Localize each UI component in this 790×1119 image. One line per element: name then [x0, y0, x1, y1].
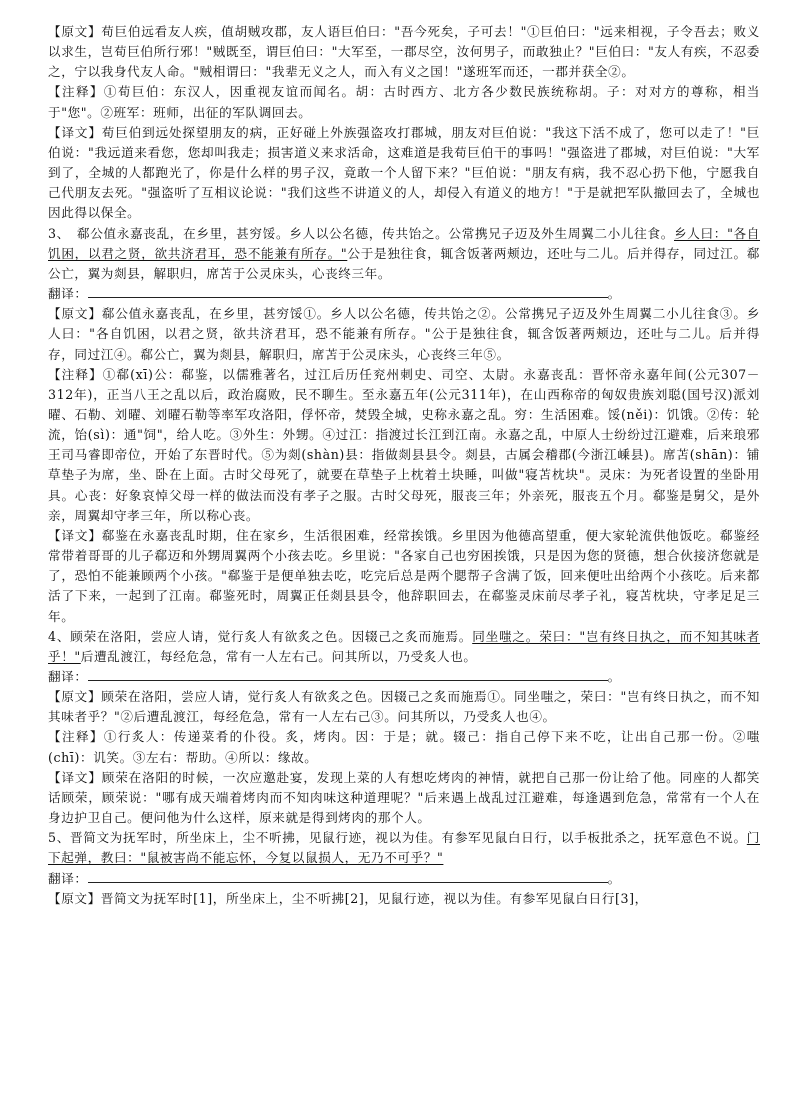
- question-4-prefix: 4、顾荣在洛阳，尝应人请，觉行炙人有欲炙之色。因辍己之炙而施焉。: [48, 628, 473, 644]
- translate-label: 翻译：: [48, 669, 88, 684]
- question-3-suffix: 公于是独往食，辄含饭著两颊边，还吐与二儿。后并得存，同过江。郗公亡，翼为剡县，解职归，席苫于公灵床头，心丧终三年。: [48, 245, 761, 281]
- q4-translation-paragraph: 【译文】顾荣在洛阳的时候，一次应邀赴宴，发现上菜的人有想吃烤肉的神情，就把自己那一份让给了他。同座的人都笑话顾荣，顾荣说："哪有成天端着烤肉而不知肉味这种道理呢？"后来遇上战乱过江避难，每逢遇到危急，常常有一个人在身边护卫自己。便问他为什么这样，原来就是得到烤肉的那个人。: [48, 769, 760, 826]
- question-4-translate-line: 翻译： 。: [48, 669, 621, 684]
- question-4-underlined-sentence: 同坐嗤之。荣曰："岂有终日执之，而不知其味者乎！": [48, 628, 760, 664]
- q3-notes-paragraph: 【注释】①郗(xī)公：郗鉴，以儒雅著名，过江后历任兖州刺史、司空、太尉。永嘉丧乱：晋怀帝永嘉年间(公元307－312年)，正当八王之乱以后，政治腐败，民不聊生。至永嘉五年(公元311年)，在山西称帝的匈奴贵族刘聪(国号汉)派刘曜、石勒、刘曜、刘曜石勒等率军攻洛阳，俘怀帝，焚毁全城，史称永嘉之乱。穷：生活困难。馁(něi)：饥饿。②传：轮流，饴(sì)：通"饲"，给人吃。③外生：外甥。④过江：指渡过长江到江南。永嘉之乱，中原人士纷纷过江避难，后来琅邪王司马睿即帝位，开始了东晋时代。⑤为剡(shàn)县：指做剡县县令。剡县，古属会稽郡(今浙江嵊县)。席苫(shān)：铺草垫子为席，坐、卧在上面。古时父母死了，就要在草垫子上枕着土块睡，叫做"寝苫枕块"。灵床：为死者设置的坐卧用具。心丧：好象哀悼父母一样的做法而没有孝子之服。古时父母死，服丧三年；外亲死，服丧五个月。郗鉴是舅父，是外亲，周翼却守孝三年，所以称心丧。: [48, 366, 760, 523]
- question-3-prefix: 3、 郗公值永嘉丧乱，在乡里，甚穷馁。乡人以公名德，传共饴之。公常携兄子迈及外生周翼二小儿往食。: [48, 225, 674, 241]
- question-5: [48, 828, 760, 868]
- q5-original-paragraph: 【原文】晋简文为抚军时[1]，所坐床上，尘不听拂[2]，见鼠行迹，视以为佳。有参军见鼠白日行[3]，: [48, 890, 648, 906]
- q4-original-paragraph: 【原文】顾荣在洛阳，尝应人请，觉行炙人有欲炙之色。因辍己之炙而施焉①。同坐嗤之，荣曰："岂有终日执之，而不知其味者乎？"②后遭乱渡江，每经危急，常有一人左右己③。问其所以，乃受炙人也④。: [48, 689, 760, 725]
- answer-blank[interactable]: [88, 284, 608, 298]
- p1-translation-paragraph: 【译文】荀巨伯到远处探望朋友的病，正好碰上外族强盗攻打郡城，朋友对巨伯说："我这下活不成了，您可以走了！"巨伯说："我远道来看您，您却叫我走；损害道义来求活命，这难道是我荀巨伯干的事吗！"强盗进了郡城，对巨伯说："大军到了，全城的人都跑光了，你是什么样的男子汉，竟敢一个人留下来？"巨伯说："朋友有病，我不忍心扔下他，宁愿我自己代朋友去死。"强盗听了互相议论说："我们这些不讲道义的人，却侵入有道义的地方！"于是就把军队撤回去了，全城也因此得以保全。: [48, 124, 760, 221]
- answer-blank[interactable]: [88, 869, 608, 883]
- translate-label: 翻译：: [48, 286, 88, 302]
- question-4-suffix: 后遭乱渡江，每经危急，常有一人左右己。问其所以，乃受炙人也。: [80, 648, 477, 664]
- translate-label: 翻译：: [48, 870, 88, 886]
- q4-notes-paragraph: 【注释】①行炙人：传递菜肴的仆役。炙，烤肉。因：于是；就。辍己：指自己停下来不吃，让出自己那一份。②嗤(chī)：讥笑。③左右：帮助。④所以：缘故。: [48, 729, 760, 765]
- question-4: [48, 627, 760, 667]
- answer-blank[interactable]: [88, 667, 608, 681]
- question-5-translate-line: 翻译： 。: [48, 870, 621, 886]
- p1-original-paragraph: 【原文】荀巨伯远看友人疾，值胡贼攻郡，友人语巨伯曰："吾今死矣，子可去！"①巨伯曰："远来相视，子令吾去；败义以求生，岂荀巨伯所行邪！"贼既至，谓巨伯曰："大军至，一郡尽空，汝何男子，而敢独止？"巨伯曰："友人有疾，不忍委之，宁以我身代友人命。"贼相谓曰："我辈无义之人，而入有义之国！"遂班军而还，一郡并获全②。: [48, 24, 760, 80]
- q3-original-paragraph: 【原文】郗公值永嘉丧乱，在乡里，甚穷馁①。乡人以公名德，传共饴之②。公常携兄子迈及外生周翼二小儿往食③。乡人曰："各自饥困，以君之贤，欲共济君耳，恐不能兼有所存。"公于是独往食，辄含饭著两颊边，还吐与二儿。后并得存，同过江④。郗公亡，翼为剡县，解职归，席苫于公灵床头，心丧终三年⑤。: [48, 306, 760, 362]
- question-3-underlined-sentence: 乡人曰："各自饥困，以君之贤，欲共济君耳，恐不能兼有所存。": [48, 225, 761, 261]
- question-3: [48, 224, 760, 284]
- question-5-prefix: 5、晋简文为抚军时，所坐床上，尘不听拂，见鼠行迹，视以为佳。有参军见鼠白日行，以手板批杀之，抚军意色不说。: [48, 830, 747, 846]
- question-3-translate-line: 翻译： 。: [48, 286, 621, 302]
- q3-translation-paragraph: 【译文】郗鉴在永嘉丧乱时期，住在家乡，生活很困难，经常挨饿。乡里因为他德高望重，便大家轮流供他饭吃。郗鉴经常带着哥哥的儿子郗迈和外甥周翼两个小孩去吃。乡里说："各家自己也穷困挨饿，只是因为您的贤德，想合伙接济您就是了，恐怕不能兼顾两个小孩。"郗鉴于是便单独去吃，吃完后总是两个腮帮子含满了饭，回来便吐出给两个小孩吃。后来都活了下来，一起到了江南。郗鉴死时，周翼正任剡县县令，他辞职回去，在郗鉴灵床前尽孝子礼，寝苫枕块，守孝足足三年。: [48, 527, 760, 624]
- p1-notes-paragraph: 【注释】①荀巨伯：东汉人，因重视友谊而闻名。胡：古时西方、北方各少数民族统称胡。子：对对方的尊称，相当于"您"。②班军：班师，出征的军队调回去。: [48, 84, 760, 120]
- question-5-underlined-sentence: 门下起弹，教曰："鼠被害尚不能忘怀，今复以鼠损人，无乃不可乎？": [48, 830, 760, 866]
